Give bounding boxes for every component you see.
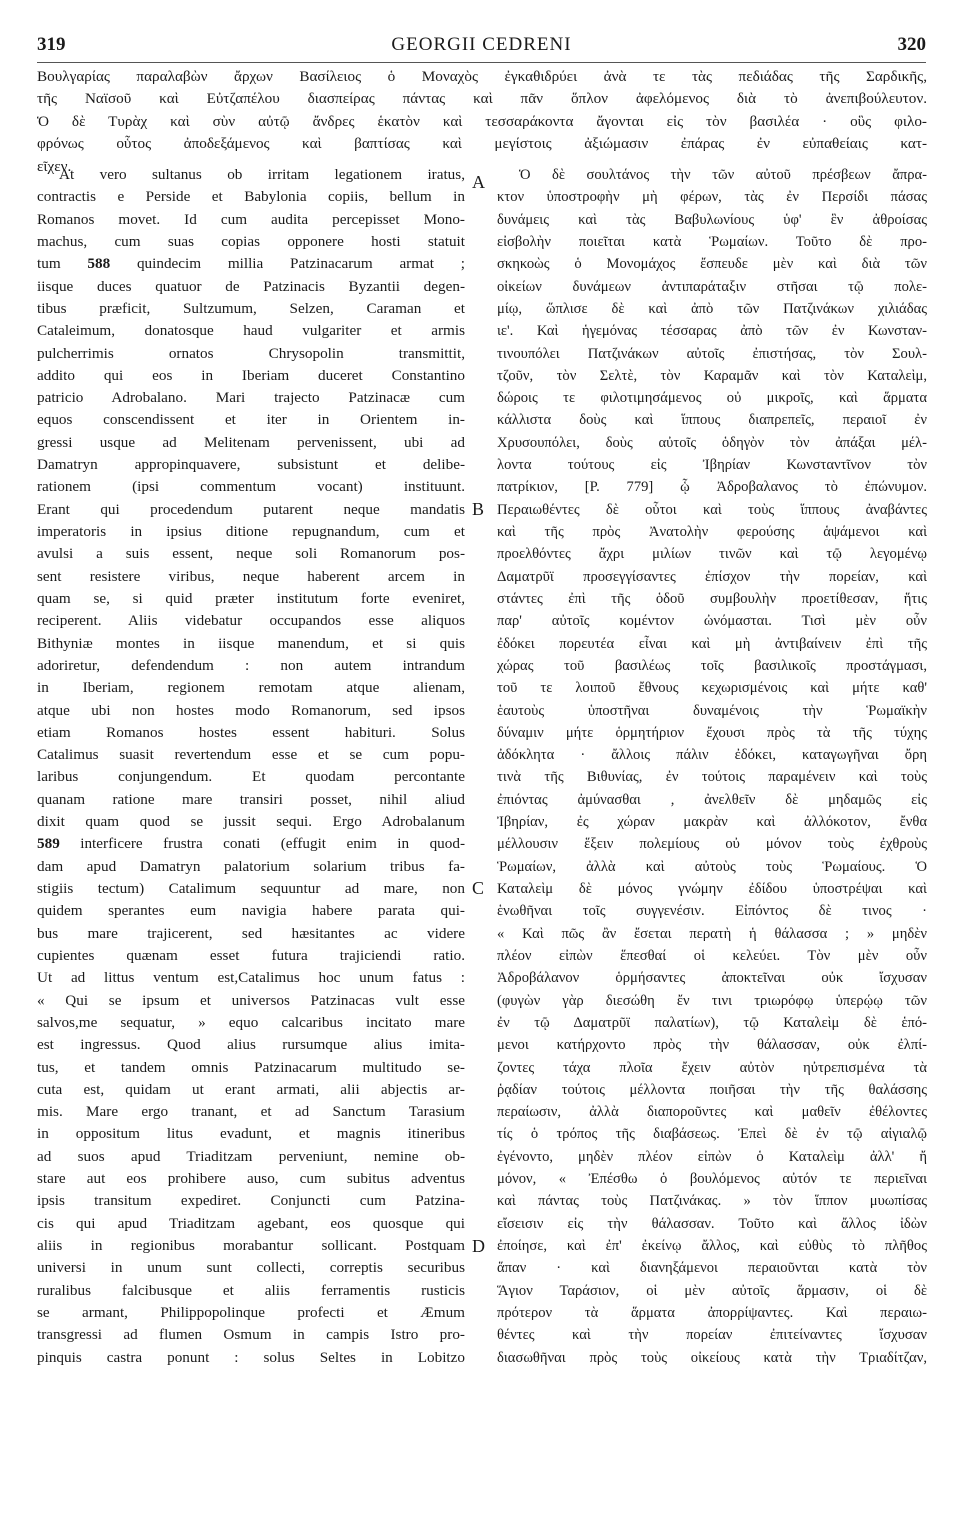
- text-line: reciperent. Aliis videbatur occupandos esse aliquos: [37, 612, 465, 630]
- text-line: imperatoris in ipsius ditione repugnandum, cum et: [37, 523, 465, 540]
- text-line: dam apud Damatryn palatorium solarium tribus fa-: [37, 857, 465, 875]
- text-line: in oppositum litus evadunt, et magnis itineribus: [37, 1125, 465, 1143]
- text-line: εῖχεν.: [37, 157, 72, 175]
- text-line: μόνον, « Ἐπέσθω ὁ βουλόμενος αὐτόν τε περιεῖναι: [497, 1171, 927, 1188]
- text-line: ιε'. Καὶ ἡγεμόνας τέσσαρας ἀπὸ τῶν ἐν Κωνσταν-: [497, 323, 927, 340]
- text-line: πλέον εἰπὼν ἕπεσθαί οἱ κελεύει. Τὸν μὲν οὖν: [497, 947, 927, 964]
- text-line: τίς ὁ τρόπος τῆς διαβάσεως. Ἐπεὶ δὲ ἐν τῷ αἰγιαλῷ: [497, 1126, 927, 1143]
- text-line: πρότερον τὰ ἅρματα ἀπορρίψαντες. Καὶ περαιω-: [497, 1304, 927, 1321]
- text-line: Bithyniæ montes in iisque manendum, et si quis: [37, 634, 465, 652]
- section-number: 589: [37, 835, 60, 853]
- text-line: gressi usque ad Melitenam pervenissent, ubi ad: [37, 433, 465, 451]
- text-line: dixit quam quod se jussit sequi. Ergo Adrobalanum: [37, 813, 465, 831]
- section-marker-d: D: [472, 1236, 485, 1256]
- text-line: φρόνως οὗτος ἀποδεξάμενος καὶ βαπτίσας καὶ μεγίστοις ἀξιώμασιν ἐπάρας ἐν εὐπαθείαις κατ-: [37, 135, 927, 153]
- section-marker-a: A: [472, 172, 485, 192]
- text-line: θέντες καὶ τὴν πορείαν ἐπιτείναντες ἴσχυσαν: [497, 1327, 927, 1344]
- text-line: τζοῦν, τὸν Σελτὲ, τὸν Καραμᾶν καὶ τὸν Καταλεὶμ,: [497, 367, 927, 384]
- latin-column: [37, 164, 465, 1369]
- text-line: εἴσεισιν εἰς τὴν θάλασσαν. Τοῦτο καὶ ἄλλος ἰδὼν: [497, 1215, 927, 1232]
- text-line: χώρας τοῦ βασιλέως τοῖς βασιλικοῖς προστάγμασι,: [497, 657, 927, 674]
- text-line: Ἅγιον Ταράσιον, οἱ μὲν αὐτοῖς ἅρμασιν, οἱ δὲ: [497, 1282, 927, 1299]
- text-line: Erant qui procedendum putarent neque mandatis: [37, 500, 465, 518]
- text-line: δώροις τε φιλοτιμησάμενος οὐ μικροῖς, καὶ ἅρματα: [497, 390, 927, 407]
- text-line: Περαιωθέντες δὲ οὗτοι καὶ τοὺς ἵππους ἀναβάντες: [497, 501, 927, 518]
- text-line: ζοντες τάχα πλοῖα ἔχειν αὐτὸν ηὐτρεπισμένα τὰ: [497, 1059, 927, 1076]
- text-line: universi in unum sunt collecti, correptis securibus: [37, 1259, 465, 1277]
- text-line: etiam Romanos hostes essent habituri. Solus: [37, 723, 465, 741]
- text-line: quidem sperantes eum navigia habere parata qui-: [37, 902, 465, 920]
- text-line: ῥᾳδίαν τούτοις μέλλοντα ποιῆσαι τὴν τῆς θαλάσσης: [497, 1081, 927, 1098]
- text-line: quam se, si quid præter institutum forte eveniret,: [37, 589, 465, 607]
- text-line: pulcherrimis ornatos Chrysopolin transmittit,: [37, 344, 465, 362]
- section-marker-c: C: [472, 878, 485, 898]
- page-header: [37, 34, 926, 60]
- text-line: κτον ὑποστροφὴν μὴ φέρων, τὰς ἐν Περσίδι πάσας: [497, 189, 927, 206]
- text-line: Ἀδροβάλανον ὁρμήσαντες ἀποκτεῖναι οὐκ ἴσχυσαν: [497, 970, 927, 987]
- text-line: iisque duces quatuor de Patzinacis Byzantii degen-: [37, 277, 465, 295]
- text-line: καὶ πάντας τοὺς Πατζινάκας. » τὸν ἵππον μυωπίσας: [497, 1193, 927, 1210]
- text-line: est ingressus. Quod alius rursumque alius imita-: [37, 1036, 465, 1054]
- text-line: ruralibus falcibusque et aliis ferramentis rusticis: [37, 1281, 465, 1299]
- text-line: προελθόντες ἄχρι μιλίων τινῶν καὶ τῷ λεγομένῳ: [497, 546, 927, 563]
- text-line: Δαματρῦϊ προσεγγίσαντες ἐπίσχον τὴν πορείαν, καὶ: [497, 568, 927, 585]
- text-line: patricio Adrobalano. Mari trajecto Patzinacæ cum: [37, 389, 465, 407]
- text-line: ἐποίησε, καὶ ἐπ' ἐκείνῳ ἄλλος, καὶ εὐθὺς τὸ πλῆθος: [497, 1238, 927, 1254]
- section-marker-b: B: [472, 499, 485, 519]
- text-line: cuta est, quidam ut erant armati, alii abjectis ar-: [37, 1080, 465, 1098]
- text-line: ἀδόκλητα · ἄλλοις πάλιν ἐδόκει, καταγωγῆναι ὄρη: [497, 747, 927, 764]
- text-line: τῆς Ναϊσοῦ καὶ Εὐτζαπέλου διασπείρας πάντας καὶ πᾶν ὅπλον ἀφελόμενος διὰ τὸ ἀνεπιβούλευτον.: [37, 90, 927, 108]
- text-line: tus, et tandem omnis Patzinacarum multitudo se-: [37, 1058, 465, 1076]
- text-line: ἐν τῷ Δαματρῦϊ παλατίων), τῷ Καταλεὶμ δὲ ἑπό-: [497, 1014, 927, 1031]
- text-line: mis. Mare ergo tranant, et ad Sanctum Tarasium: [37, 1103, 465, 1121]
- text-line: ἑαυτοὺς ὑποστῆναι δυναμένοις τὴν Ῥωμαϊκὴν: [497, 702, 927, 719]
- text-line: ἐδόκει πορευτέα εἶναι καὶ μὴ ἀντιβαίνειν ἐπὶ τῆς: [497, 635, 927, 652]
- text-line: equos conscendissent et iter in Orientem in-: [37, 411, 465, 429]
- text-line: καὶ τῆς πρὸς Ἀνατολὴν φερούσης ἁψάμενοι καὶ: [497, 524, 927, 540]
- text-line: δυνάμεις καὶ τὰς Βαβυλωνίους ὑφ' ἓν ἀθροίσας: [497, 211, 927, 228]
- greek-column: [497, 164, 927, 1369]
- section-number: 588: [87, 255, 111, 273]
- text-line: τινουπόλει Πατζινάκων αὐτοῖς ἐπιστήσας, τὸν Σουλ-: [497, 345, 927, 362]
- text-line: laribus conjungendum. Et quodam percontante: [37, 768, 465, 786]
- text-line: Ὁ δὲ Τυρὰχ καὶ σὺν αὐτῷ ἄνδρες ἑκατὸν καὶ τεσσαράκοντα ἄγονται εἰς τὸν βασιλέα · οὓς φιλο-: [37, 112, 927, 130]
- text-line: transgressi ad flumen Osmum in campis Istro pro-: [37, 1326, 465, 1344]
- text-line: παρ' αὐτοῖς κομέντον ὠνόμασται. Τισὶ μὲν οὖν: [497, 613, 927, 630]
- text-line: in Iberiam, regionem remotam atque alienam,: [37, 679, 465, 697]
- text-line: δύναμιν μήτε ὁρμητήριον ἔχουσι πρὸς τὰ τῆς τύχης: [497, 724, 927, 741]
- text-line: οἰκείων δυνάμεων ἀντιπαράταξιν στῆσαι τῷ πολε-: [497, 278, 927, 295]
- text-line: ipsis transitum expediret. Conjuncti cum Patzina-: [37, 1192, 465, 1210]
- text-line: pinquis castra ponunt : solus Seltes in Lobitzo: [37, 1348, 465, 1366]
- text-line: διασωθῆναι πρὸς τοὺς οἰκείους κατὰ τὴν Τριαδίτζαν,: [497, 1349, 927, 1366]
- text-line: tum 588 quindecim millia Patzinacarum armat ;: [37, 255, 465, 273]
- text-line: κάλλιστα δοὺς καὶ ἵππους διαπρεπεῖς, περαιοῖ ἐν: [497, 412, 927, 429]
- text-line: « Qui se ipsum et universos Patzinacas vult esse: [37, 991, 465, 1009]
- text-line: Ὁ δὲ σουλτάνος τὴν τῶν αὐτοῦ πρέσβεων ἄπρα-: [519, 167, 927, 183]
- text-line: ἐπιόντας ἀμύνασθαι , ἀνελθεῖν δὲ μηδαμῶς εἰς: [497, 791, 927, 808]
- text-line: Romanos movet. Id cum audita percepisset Mono-: [37, 210, 465, 228]
- text-line: machus, cum suas copias opponere hosti statuit: [37, 232, 465, 250]
- text-line: Catalimus suasit revertendum esse et se cum popu-: [37, 746, 465, 764]
- text-line: atque ubi non hostes modo Romanorum, sed ipsos: [37, 701, 465, 719]
- text-line: salvos,me sequatur, » equo calcaribus incitato mare: [37, 1013, 465, 1031]
- text-line: Χρυσουπόλει, δοὺς αὐτοῖς ὁδηγὸν τὸν ἀπάξαι μέλ-: [497, 434, 927, 451]
- text-line: πατρίκιον, [P. 779] ᾧ Ἀδροβαλανος τὸ ἐπώνυμον.: [497, 479, 927, 496]
- text-line: cupientes quænam esset futura trajiciendi ratio.: [37, 946, 465, 964]
- text-line: Καταλεὶμ δὲ μόνος γνώμην ἐδίδου ὑποστρέψαι καὶ: [497, 881, 927, 897]
- text-line: adoriretur, defendendum : non autem intrandum: [37, 656, 465, 674]
- text-line: ἐγένοντο, μηδὲν πλέον εἰπὼν ὁ Καταλεὶμ ἀλλ' ἤ: [497, 1148, 927, 1165]
- text-line: λοντα τούτους εἰς Ἰβηρίαν Κωνσταντῖνον τὸν: [497, 457, 927, 474]
- text-line: τοῦ τε λοιποῦ ἔθνους κεχωρισμένοις καὶ μήτε καθ': [497, 680, 927, 697]
- text-line: Βουλγαρίας παραλαβὼν ἄρχων Βασίλειος ὁ Μοναχὸς ἐγκαθιδρύει ἀνὰ τε τὰς πεδιάδας τῆς Σαρδικῆς,: [37, 68, 927, 85]
- text-line: Damatryn appropinquavere, subsistunt et delibe-: [37, 456, 465, 474]
- intro-paragraph: [37, 66, 927, 178]
- text-line: « Καὶ πῶς ἂν ἔσεται περατὴ ἡ θάλασσα ; » μηδὲν: [497, 925, 927, 942]
- text-line: ἑνωθῆναι τοῖς συγγενέσιν. Εἰπόντος δὲ τινος ·: [497, 903, 927, 920]
- text-line: στάντες ἐπὶ τῆς ὁδοῦ συμβουλὴν προετίθεσαν, ἥτις: [497, 590, 927, 607]
- text-line: εἰσβολὴν ποιεῖται κατὰ Ῥωμαίων. Τοῦτο δὲ προ-: [497, 233, 927, 250]
- text-line: quanam ratione mare transiri posset, nihil aliud: [37, 790, 465, 808]
- text-line: avulsi a suis essent, neque soli Romanorum pos-: [37, 545, 465, 563]
- text-line: addito qui eos in Iberiam duceret Constantino: [37, 366, 465, 384]
- text-line: At vero sultanus ob irritam legationem iratus,: [59, 166, 465, 183]
- text-line: se armant, Philippopolinque profecti et Æmum: [37, 1303, 465, 1321]
- text-line: μέλλουσιν ἕξειν πολεμίους οὐ μόνον τοὺς ἐχθροὺς: [497, 836, 927, 853]
- text-line: Ῥωμαίων, ἀλλὰ καὶ αὐτοὺς τοὺς Ῥωμαίους. Ὁ: [497, 858, 927, 875]
- running-title: GEORGII CEDRENI: [391, 34, 572, 55]
- text-line: ad suos apud Triaditzam perveniunt, nemine ob-: [37, 1147, 465, 1165]
- text-line: τινὰ τῆς Βιθυνίας, ἐν τούτοις παραμένειν καὶ τοὺς: [497, 769, 927, 786]
- page-number-left: 319: [37, 34, 66, 55]
- text-line: stigiis tectum) Catalimum sequuntur ad mare, non: [37, 880, 465, 897]
- text-line: contractis e Perside et Babylonia copiis, bellum in: [37, 188, 465, 206]
- text-line: Ut ad littus ventum est,Catalimus hoc unum fatus :: [37, 969, 465, 987]
- text-line: rationem (ipsi commentum vocant) instituunt.: [37, 478, 465, 496]
- text-line: 589 interficere frustra conati (effugit enim in quod-: [37, 835, 465, 853]
- text-line: μίῳ, ὥπλισε δὲ καὶ ἀπὸ τῶν Πατζινάκων χιλιάδας: [497, 300, 927, 317]
- text-line: ἅπαν · καὶ διανηξάμενοι περαιοῦνται κατὰ τὸν: [497, 1260, 927, 1277]
- text-line: stare aut eos prohibere auso, cum subitus adventus: [37, 1170, 465, 1188]
- text-line: sent resistere viribus, neque haberent arcem in: [37, 567, 465, 585]
- header-rule: [37, 62, 926, 63]
- text-line: aliis in regionibus morabantur sollicant. Postquam: [37, 1237, 465, 1254]
- text-line: μενοι κατήρχοντο πρὸς τὴν θάλασσαν, οὐκ ἐλπί-: [497, 1037, 927, 1054]
- text-line: σκηκοὼς ὁ Μονομάχος ἔσπευδε μὲν καὶ διὰ τῶν: [497, 256, 927, 273]
- text-line: tibus præficit, Sultzumum, Selzen, Caraman et: [37, 299, 465, 317]
- text-line: bus mare trajicerent, sed hæsitantes ac videre: [37, 924, 465, 942]
- text-line: Ἰβηρίαν, ἐς χώραν μακρὰν καὶ ἀλλόκοτον, ἔνθα: [497, 814, 927, 831]
- text-line: περαίωσιν, ἀλλὰ διαποροῦντες καὶ μαθεῖν ἐθέλοντες: [497, 1104, 927, 1121]
- text-line: cis qui apud Triaditzam agebant, eos quosque qui: [37, 1214, 465, 1232]
- text-line: (φυγὼν γὰρ διεσώθη ἔν τινι τριωρόφῳ ὑπερῴῳ τῶν: [497, 992, 927, 1009]
- text-line: Cataleimum, donatosque haud vulgariter et armis: [37, 322, 465, 340]
- page-number-right: 320: [897, 34, 926, 55]
